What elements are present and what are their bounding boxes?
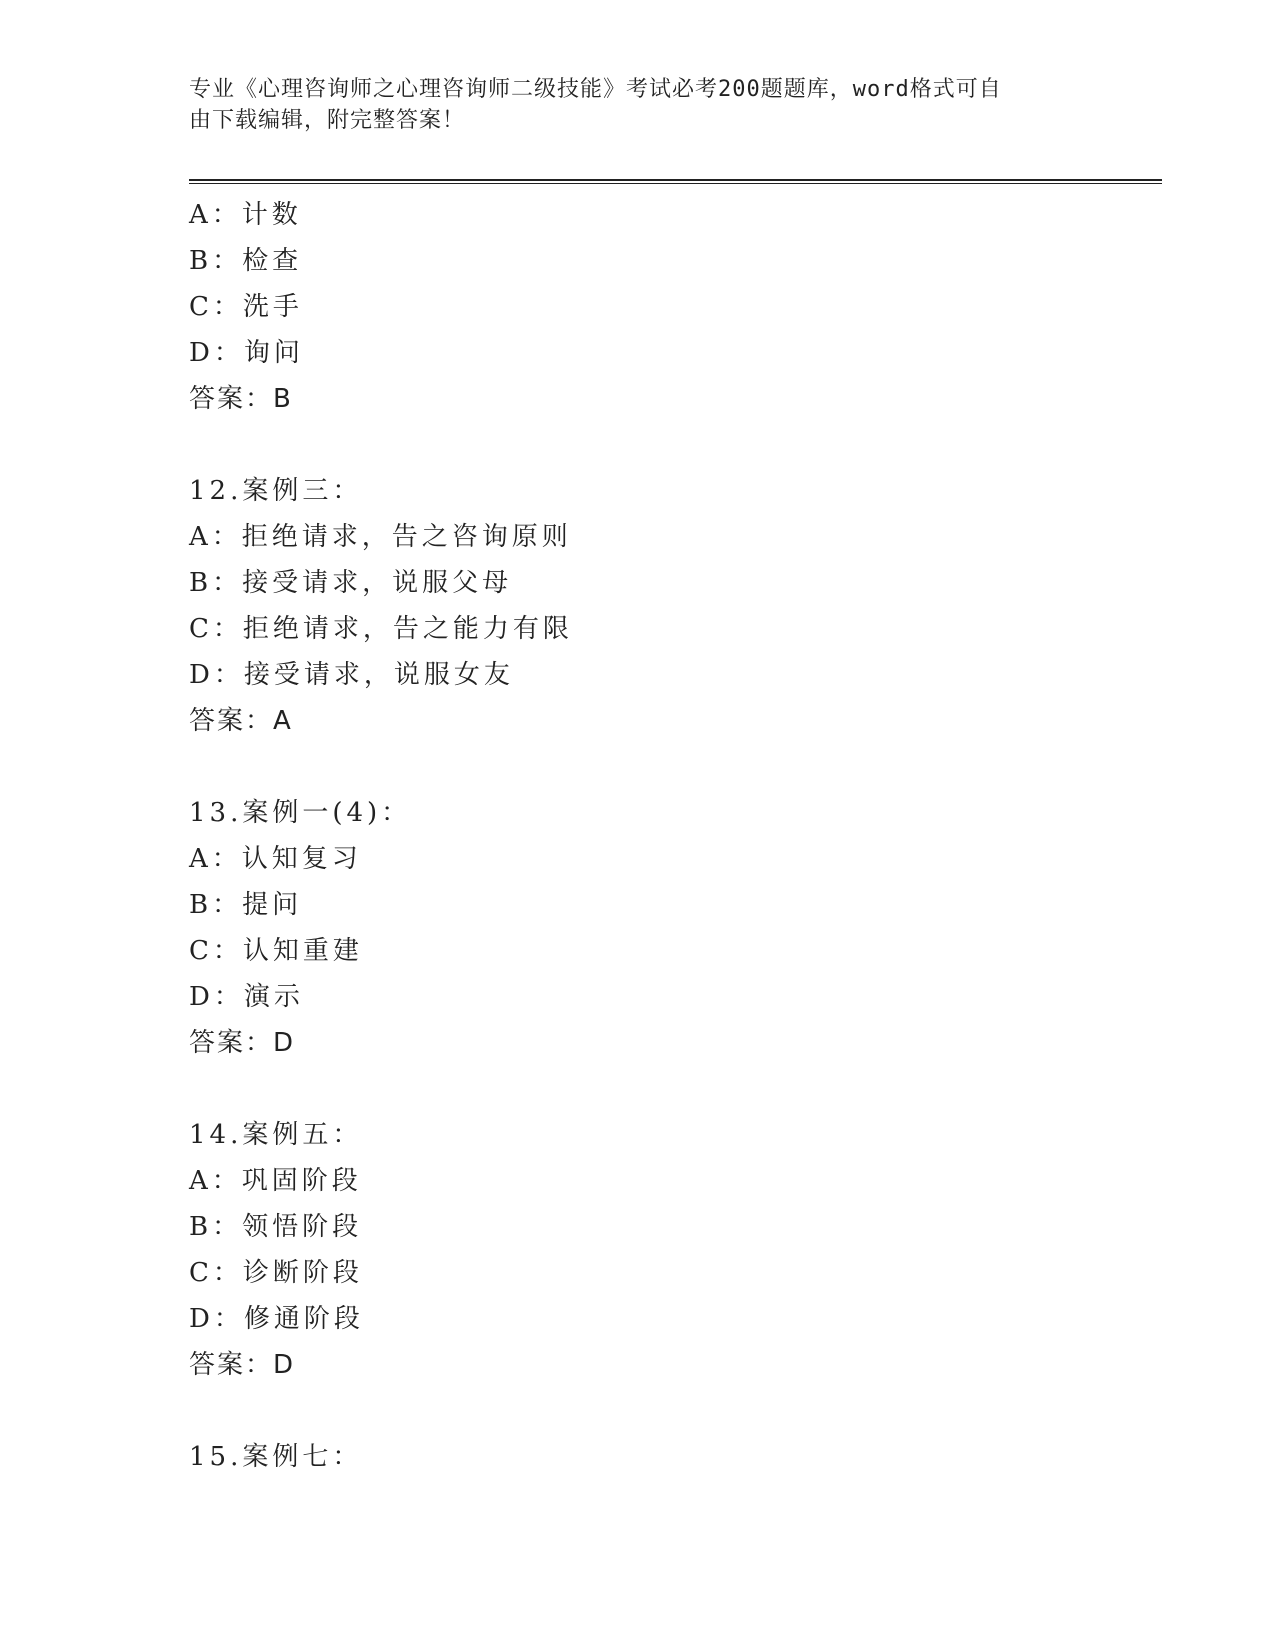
header-divider-thin [189, 183, 1162, 184]
block-spacer [189, 744, 1149, 790]
question-block-15 [189, 1434, 1149, 1480]
block-spacer [189, 422, 1149, 468]
option-c: C：认知重建 [189, 936, 363, 966]
question-block-13 [189, 790, 1149, 1066]
option-b: B：接受请求，说服父母 [189, 568, 513, 598]
option-a: A：巩固阶段 [189, 1166, 362, 1196]
option-d: D：修通阶段 [189, 1304, 364, 1334]
header-line-1: 专业《心理咨询师之心理咨询师二级技能》考试必考200题题库，word格式可自 [189, 77, 1002, 102]
question-title: 15.案例七： [189, 1442, 363, 1472]
header-line-2: 由下载编辑，附完整答案！ [189, 108, 466, 133]
block-spacer [189, 1066, 1149, 1112]
option-d: D：接受请求，说服女友 [189, 660, 514, 690]
answer-line: 答案：B [189, 384, 293, 414]
answer-line: 答案：D [189, 1028, 296, 1058]
option-d: D：演示 [189, 982, 304, 1012]
option-a: A：拒绝请求，告之咨询原则 [189, 522, 572, 552]
option-a: A：认知复习 [189, 844, 362, 874]
question-block-12 [189, 468, 1149, 744]
question-title: 14.案例五： [189, 1120, 363, 1150]
block-spacer [189, 1388, 1149, 1434]
answer-line: 答案：D [189, 1350, 296, 1380]
question-list [189, 192, 1149, 1480]
document-header [189, 74, 1069, 136]
option-d: D：询问 [189, 338, 304, 368]
question-title: 12.案例三： [189, 476, 363, 506]
option-c: C：诊断阶段 [189, 1258, 363, 1288]
option-c: C：拒绝请求，告之能力有限 [189, 614, 573, 644]
option-b: B：提问 [189, 890, 303, 920]
option-c: C：洗手 [189, 292, 303, 322]
question-block-continued [189, 192, 1149, 422]
question-title: 13.案例一(4)： [189, 798, 412, 828]
question-block-14 [189, 1112, 1149, 1388]
option-b: B：检查 [189, 246, 303, 276]
option-a: A：计数 [189, 200, 302, 230]
header-divider-thick [189, 179, 1162, 181]
answer-line: 答案：A [189, 706, 293, 736]
option-b: B：领悟阶段 [189, 1212, 363, 1242]
